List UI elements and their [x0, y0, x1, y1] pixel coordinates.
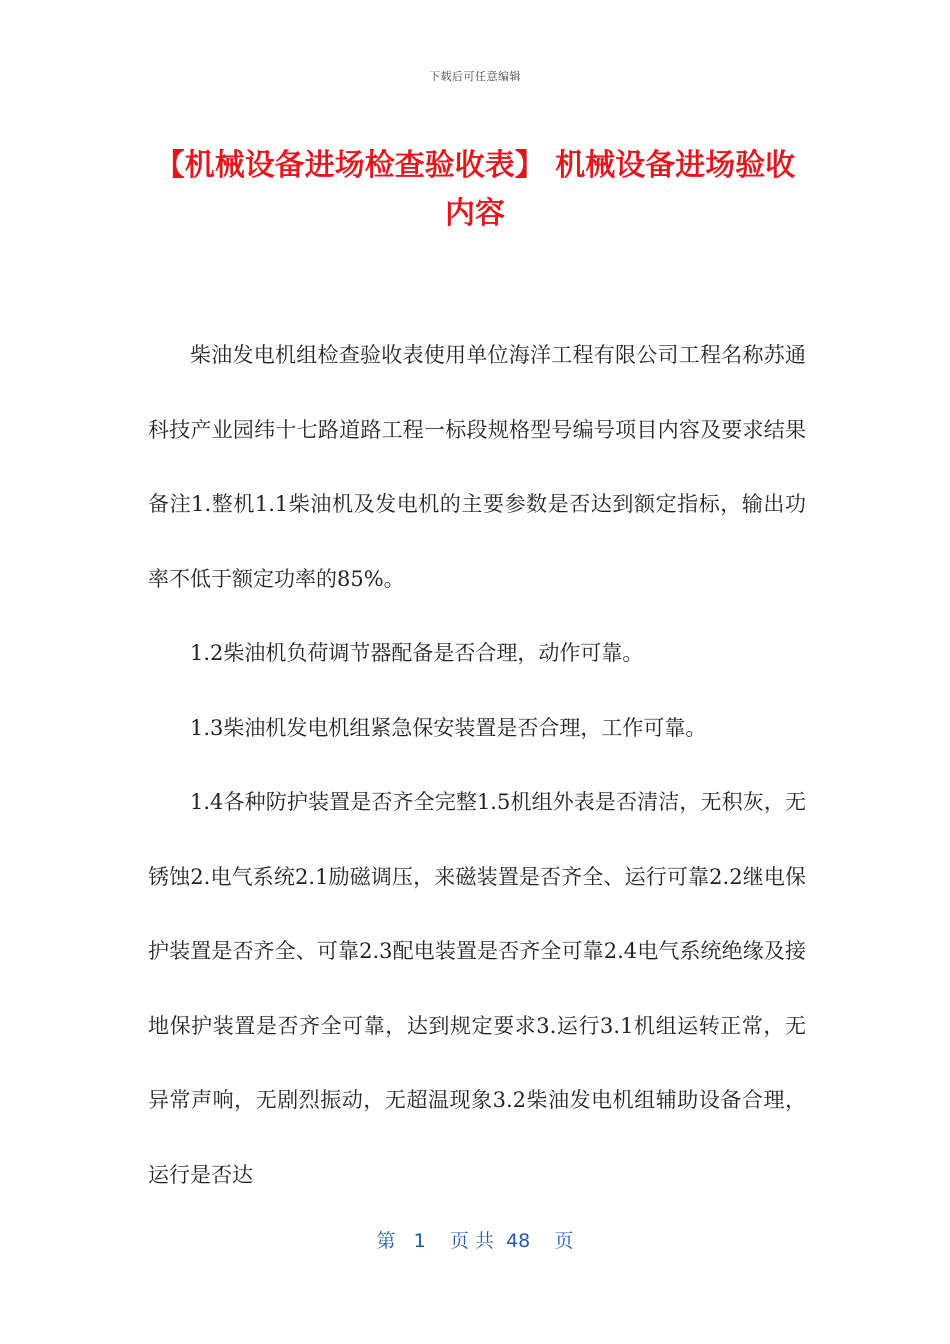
- footer-total-pages: 48: [506, 1230, 531, 1252]
- paragraph: 1.2柴油机负荷调节器配备是否合理，动作可靠。: [190, 641, 644, 665]
- paragraph: 1.4各种防护装置是否齐全完整1.5机组外表是否清洁，无积灰，无锈蚀2.电气系统2.1励磁调压，来磁装置是否齐全、运行可靠2.2继电保护装置是否齐全、可靠2.3配电装置是否齐全可靠2.4电气系统绝缘及接地保护装置是否齐全可靠，达到规定要求3.运行3.1机组运转正常，无异常声响，无剧烈振动，无超温现象3.2柴油发电机组辅助设备合理，运行是否达: [148, 790, 806, 1187]
- paragraph: 柴油发电机组检查验收表使用单位海洋工程有限公司工程名称苏通科技产业园纬十七路道路工程一标段规格型号编号项目内容及要求结果备注1.整机1.1柴油机及发电机的主要参数是否达到额定指标，输出功率不低于额定功率的85%。: [148, 343, 806, 591]
- page-title: 【机械设备进场检查验收表】 机械设备进场验收内容: [154, 148, 796, 231]
- footer-suffix: 页: [554, 1230, 574, 1252]
- document-body: [148, 318, 806, 1212]
- footer-middle: 页 共: [449, 1230, 494, 1252]
- footer-current-page: 1: [413, 1230, 426, 1252]
- paragraph: 1.3柴油机发电机组紧急保安装置是否合理，工作可靠。: [190, 715, 707, 740]
- header-note: 下载后可任意编辑: [429, 70, 521, 83]
- footer-prefix: 第: [376, 1230, 396, 1252]
- page-footer: [0, 1226, 950, 1253]
